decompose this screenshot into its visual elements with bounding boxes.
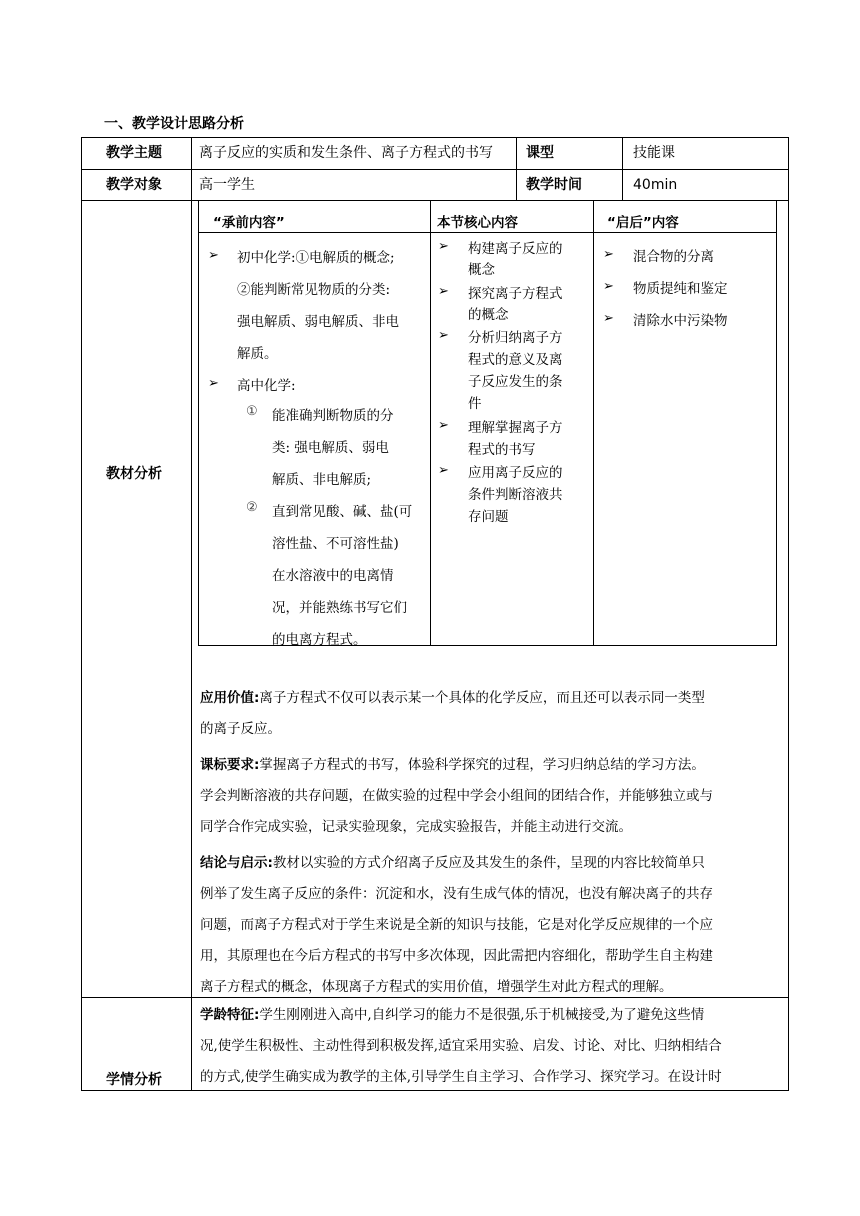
- row2-value2: 40min: [633, 177, 678, 193]
- para-label: 学龄特征:: [200, 1007, 260, 1023]
- row1-label2: 课型: [526, 145, 554, 161]
- para-line: 课标要求:掌握离子方程式的书写，体验科学探究的过程，学习归纳总结的学习方法。: [200, 757, 705, 773]
- table-divider-mid2: [622, 137, 623, 201]
- col1-line: 高中化学:: [237, 378, 296, 394]
- col1-line: 解质、非电解质;: [272, 472, 372, 488]
- inner-col3-title: “启后”内容: [607, 215, 679, 231]
- col2-line: 子反应发生的条: [468, 374, 563, 390]
- table-divider-label: [191, 137, 192, 1091]
- para-label: 课标要求:: [200, 757, 260, 773]
- col3-line: 混合物的分离: [633, 249, 714, 265]
- para-line: 问题，而离子方程式对于学生来说是全新的知识与技能，它是对化学反应规律的一个应: [200, 917, 713, 933]
- arrow-bullet-icon: ➢: [208, 248, 219, 263]
- row2-label2: 教学时间: [526, 177, 582, 193]
- para-line: 结论与启示:教材以实验的方式介绍离子反应及其发生的条件，呈现的内容比较简单只: [200, 855, 705, 871]
- col2-line: 程式的书写: [468, 442, 536, 458]
- table-border-right: [788, 137, 789, 1091]
- col1-line: 强电解质、弱电解质、非电: [237, 314, 399, 330]
- col1-line: 初中化学:①电解质的概念;: [237, 250, 395, 266]
- col2-line: 构建离子反应的: [468, 241, 563, 257]
- paragraph-learner-features: [200, 1000, 782, 1093]
- col1-line: 解质。: [237, 346, 278, 362]
- arrow-bullet-icon: ➢: [438, 463, 449, 478]
- inner-div2: [593, 200, 594, 646]
- para-line: 同学合作完成实验，记录实验现象，完成实验报告，并能主动进行交流。: [200, 819, 632, 835]
- arrow-bullet-icon: ➢: [603, 247, 614, 262]
- para-line: 离子方程式的概念，体现离子方程式的实用价值，增强学生对此方程式的理解。: [200, 979, 673, 995]
- row2-label: 教学对象: [106, 177, 162, 193]
- inner-col2-title: 本节核心内容: [437, 215, 518, 231]
- table-border-row1: [81, 169, 789, 170]
- para-line: 学龄特征:学生刚刚进入高中,自纠学习的能力不是很强,乐于机械接受,为了避免这些情: [200, 1007, 705, 1023]
- col2-line: 分析归纳离子方: [468, 330, 563, 346]
- col1-line: 的电离方程式。: [272, 632, 367, 648]
- inner-div1: [430, 200, 431, 646]
- para-line: 况,使学生积极性、主动性得到积极发挥,适宜采用实验、启发、讨论、对比、归纳相结合: [200, 1038, 722, 1054]
- row4-label: 学情分析: [106, 1072, 162, 1088]
- col2-line: 条件判断溶液共: [468, 487, 563, 503]
- inner-col1-title: “承前内容”: [213, 215, 285, 231]
- col2-line: 应用离子反应的: [468, 465, 563, 481]
- para-line: 用，其原理也在今后方程式的书写中多次体现，因此需把内容细化，帮助学生自主构建: [200, 948, 713, 964]
- table-border-left: [81, 137, 82, 1091]
- inner-top: [198, 200, 777, 201]
- paragraph-application-value: [200, 683, 782, 745]
- col2-line: 的概念: [468, 307, 509, 323]
- arrow-bullet-icon: ➢: [438, 239, 449, 254]
- col1-line: 类: 强电解质、弱电: [272, 440, 389, 456]
- para-line: 例举了发生离子反应的条件：沉淀和水，没有生成气体的情况，也没有解决离子的共存: [200, 886, 713, 902]
- col1-line: 能准确判断物质的分: [272, 408, 394, 424]
- table-border-top: [81, 137, 789, 138]
- row2-value: 高一学生: [199, 177, 255, 193]
- inner-right: [776, 200, 777, 646]
- inner-header-bottom: [198, 232, 777, 233]
- arrow-bullet-icon: ➢: [603, 311, 614, 326]
- inner-left: [198, 200, 199, 646]
- col2-line: 概念: [468, 262, 495, 278]
- circled-number-icon: ①: [246, 404, 258, 419]
- col1-line: 在水溶液中的电离情: [272, 568, 394, 584]
- arrow-bullet-icon: ➢: [438, 284, 449, 299]
- para-line: 的离子反应。: [200, 721, 281, 737]
- para-label: 结论与启示:: [200, 855, 273, 871]
- para-line: 应用价值:离子方程式不仅可以表示某一个具体的化学反应，而且还可以表示同一类型: [200, 690, 705, 706]
- paragraph-curriculum-requirement: [200, 750, 782, 843]
- col2-line: 件: [468, 396, 482, 412]
- arrow-bullet-icon: ➢: [438, 328, 449, 343]
- col2-line: 存问题: [468, 509, 509, 525]
- row3-label: 教材分析: [106, 466, 162, 482]
- paragraph-conclusion: [200, 848, 782, 1003]
- arrow-bullet-icon: ➢: [208, 376, 219, 391]
- col1-line: ②能判断常见物质的分类:: [237, 282, 391, 298]
- col2-line: 程式的意义及离: [468, 352, 563, 368]
- col1-line: 直到常见酸、碱、盐(可: [272, 504, 413, 520]
- section-title: 一、教学设计思路分析: [104, 116, 244, 132]
- para-label: 应用价值:: [200, 690, 260, 706]
- col2-line: 理解掌握离子方: [468, 420, 563, 436]
- circled-number-icon: ②: [246, 500, 258, 515]
- para-line: 学会判断溶液的共存问题，在做实验的过程中学会小组间的团结合作，并能够独立或与: [200, 788, 713, 804]
- col2-line: 探究离子方程式: [468, 286, 563, 302]
- row1-value: 离子反应的实质和发生条件、离子方程式的书写: [199, 145, 493, 161]
- para-line: 的方式,使学生确实成为教学的主体,引导学生自主学习、合作学习、探究学习。在设计时: [200, 1069, 722, 1085]
- table-divider-mid: [516, 137, 517, 201]
- row1-label: 教学主题: [106, 145, 162, 161]
- col3-line: 物质提纯和鉴定: [633, 281, 728, 297]
- arrow-bullet-icon: ➢: [438, 418, 449, 433]
- col1-line: 况，并能熟练书写它们: [272, 600, 407, 616]
- col1-line: 溶性盐、不可溶性盐): [272, 536, 399, 552]
- arrow-bullet-icon: ➢: [603, 279, 614, 294]
- col3-line: 清除水中污染物: [633, 313, 728, 329]
- row1-value2: 技能课: [633, 145, 675, 161]
